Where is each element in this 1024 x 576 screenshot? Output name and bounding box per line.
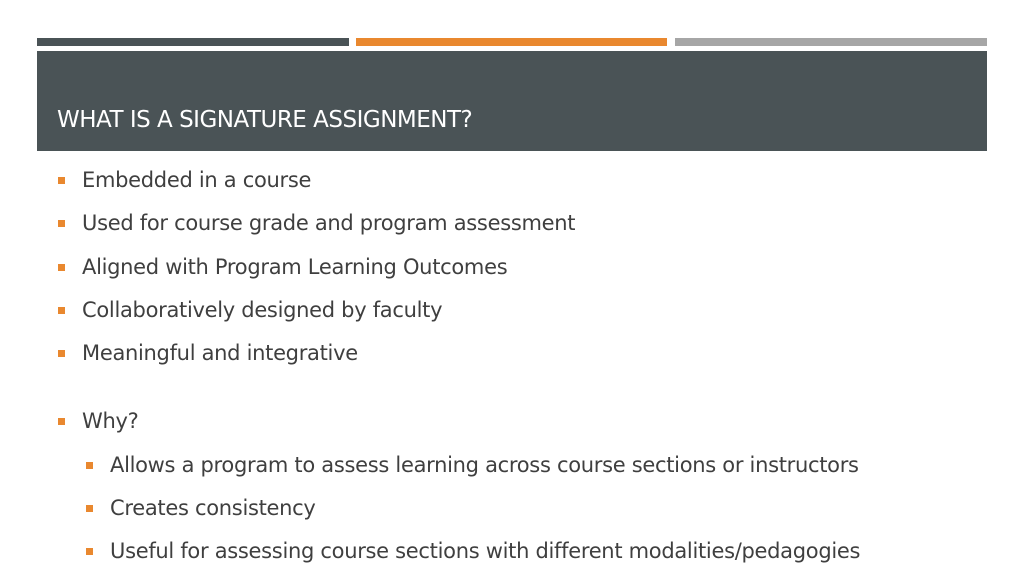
bullet-text: Used for course grade and program assessment bbox=[82, 211, 576, 235]
bullet-square-icon bbox=[86, 462, 93, 469]
bullet-text: Creates consistency bbox=[110, 496, 316, 520]
bullet-text: Embedded in a course bbox=[82, 168, 312, 192]
bullet-square-icon bbox=[58, 177, 65, 184]
bullet-text: Aligned with Program Learning Outcomes bbox=[82, 255, 508, 279]
bullet-item bbox=[58, 406, 138, 436]
bullet-item bbox=[58, 208, 575, 238]
sub-bullet-item bbox=[86, 450, 859, 480]
bullet-item bbox=[58, 165, 311, 195]
sub-bullet-item bbox=[86, 493, 316, 523]
bullet-text: Collaboratively designed by faculty bbox=[82, 298, 443, 322]
bullet-text: Why? bbox=[82, 409, 139, 433]
bullet-item bbox=[58, 252, 507, 282]
bullet-square-icon bbox=[58, 350, 65, 357]
bullet-square-icon bbox=[58, 418, 65, 425]
bullet-square-icon bbox=[86, 505, 93, 512]
bullet-square-icon bbox=[58, 307, 65, 314]
bullet-square-icon bbox=[58, 220, 65, 227]
bullet-item bbox=[58, 338, 358, 368]
bullet-item bbox=[58, 295, 442, 325]
bullet-text: Useful for assessing course sections with different modalities/pedagogies bbox=[110, 539, 861, 563]
bullet-text: Allows a program to assess learning across course sections or instructors bbox=[110, 453, 859, 477]
bullet-square-icon bbox=[58, 264, 65, 271]
sub-bullet-item bbox=[86, 536, 860, 566]
bullet-square-icon bbox=[86, 548, 93, 555]
slide-title: WHAT IS A SIGNATURE ASSIGNMENT? bbox=[57, 107, 473, 133]
bullet-text: Meaningful and integrative bbox=[82, 341, 358, 365]
